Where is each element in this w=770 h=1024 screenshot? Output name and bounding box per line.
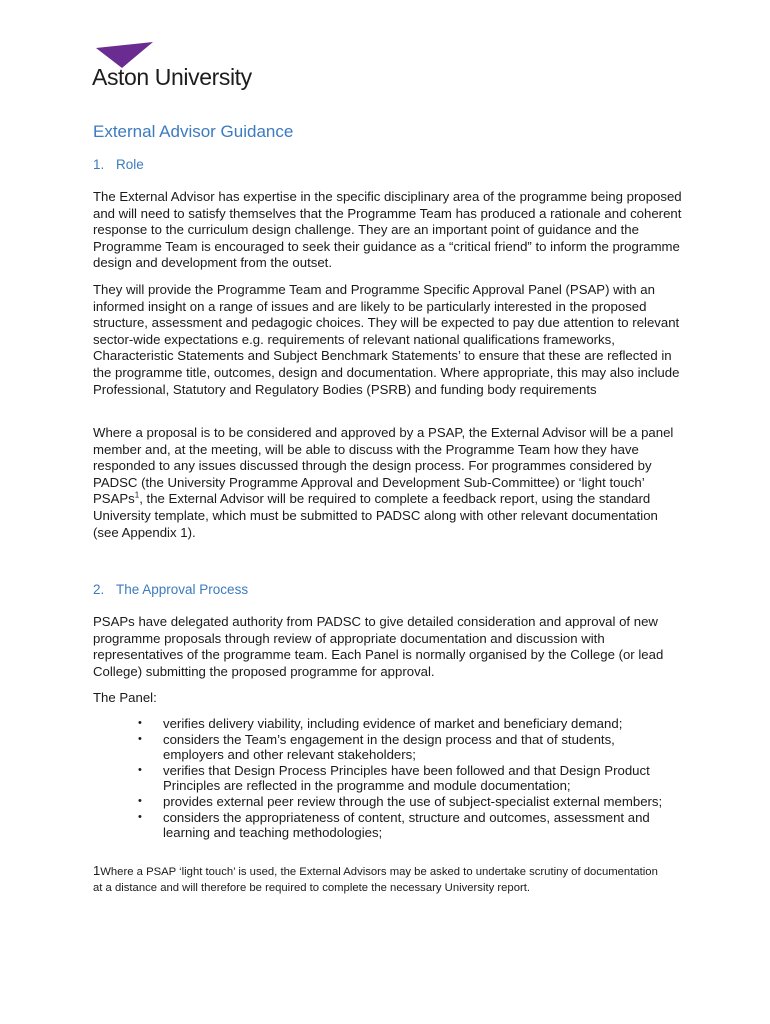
bullet-icon: • xyxy=(138,794,142,807)
list-item xyxy=(138,732,678,763)
list-item-text: verifies delivery viability, including evidence of market and beneficiary demand; xyxy=(163,716,623,731)
section-title: Role xyxy=(116,157,144,172)
aston-university-logo xyxy=(92,42,272,92)
section-heading-approval-process xyxy=(93,582,248,597)
footnote xyxy=(93,863,668,897)
section-title: The Approval Process xyxy=(116,582,249,597)
paragraph-text: , the External Advisor will be required to complete a feedback report, using the standard University template, which must be submitted to PADSC along with other relevant documentation (see Appendix 1). xyxy=(93,491,658,540)
bullet-icon: • xyxy=(138,763,142,776)
document-title: External Advisor Guidance xyxy=(93,122,294,141)
list-item-text: considers the Team’s engagement in the design process and that of students, employers and other relevant stakeholders; xyxy=(163,731,615,763)
section-number: 1. xyxy=(93,157,105,172)
list-item xyxy=(138,810,678,841)
role-paragraph-3 xyxy=(93,425,683,541)
list-item xyxy=(138,716,678,732)
role-paragraph-2: They will provide the Programme Team and Programme Specific Approval Panel (PSAP) with an informed insight on a range of issues and are likely to be particularly interested in the proposed structure, assessment and pedagogic choices. They will be expected to pay due attention to relevant sector-wide expectations e.g. requirements of relevant national qualifications frameworks, Characteristic Statements and Subject Benchmark Statements’ to ensure that these are reflected in the programme title, outcomes, design and documentation. Where appropriate, this may also include Professional, Statutory and Regulatory Bodies (PSRB) and funding body requirements xyxy=(93,282,680,397)
logo-wordmark: Aston University xyxy=(92,64,252,90)
bullet-icon: • xyxy=(138,810,142,823)
footnote-text: Where a PSAP ‘light touch’ is used, the External Advisors may be asked to undertake scrutiny of documentation at a distance and will therefore be required to complete the necessary University report. xyxy=(93,866,658,895)
list-item-text: considers the appropriateness of content, structure and outcomes, assessment and learning and teaching methodologies; xyxy=(163,809,650,841)
list-item xyxy=(138,763,678,794)
panel-label: The Panel: xyxy=(93,690,157,705)
paragraph-text: Where a proposal is to be considered and approved by a PSAP, the External Advisor will be a panel member and, at the meeting, will be able to discuss with the Programme Team how they have responded to any issues discussed through the design process. For programmes considered by PADSC (the University Programme Approval and Development Sub-Committee) or ‘light touch’ PSAPs xyxy=(93,425,674,507)
bullet-icon: • xyxy=(138,732,142,745)
bullet-icon: • xyxy=(138,717,142,729)
panel-duties-list xyxy=(138,716,678,841)
footnote-reference: 1 xyxy=(134,490,140,500)
list-item xyxy=(138,794,678,810)
section-heading-role xyxy=(93,157,144,172)
footnote-number: 1 xyxy=(93,863,101,878)
section-number: 2. xyxy=(93,582,105,597)
approval-paragraph-1: PSAPs have delegated authority from PADSC to give detailed consideration and approval of new programme proposals through review of appropriate documentation and discussion with representatives of the programme team. Each Panel is normally organised by the College (or lead College) submitting the proposed programme for approval. xyxy=(93,614,664,679)
list-item-text: verifies that Design Process Principles have been followed and that Design Product Principles are reflected in the programme and module documentation; xyxy=(163,762,650,794)
role-paragraph-1: The External Advisor has expertise in the specific disciplinary area of the programme being proposed and will need to satisfy themselves that the Programme Team has produced a rationale and coherent response to the curriculum design challenge. They are an important point of guidance and the Programme Team is encouraged to seek their guidance as a “critical friend” to inform the programme design and development from the outset. xyxy=(93,189,682,271)
list-item-text: provides external peer review through the use of subject-specialist external members; xyxy=(163,793,663,809)
